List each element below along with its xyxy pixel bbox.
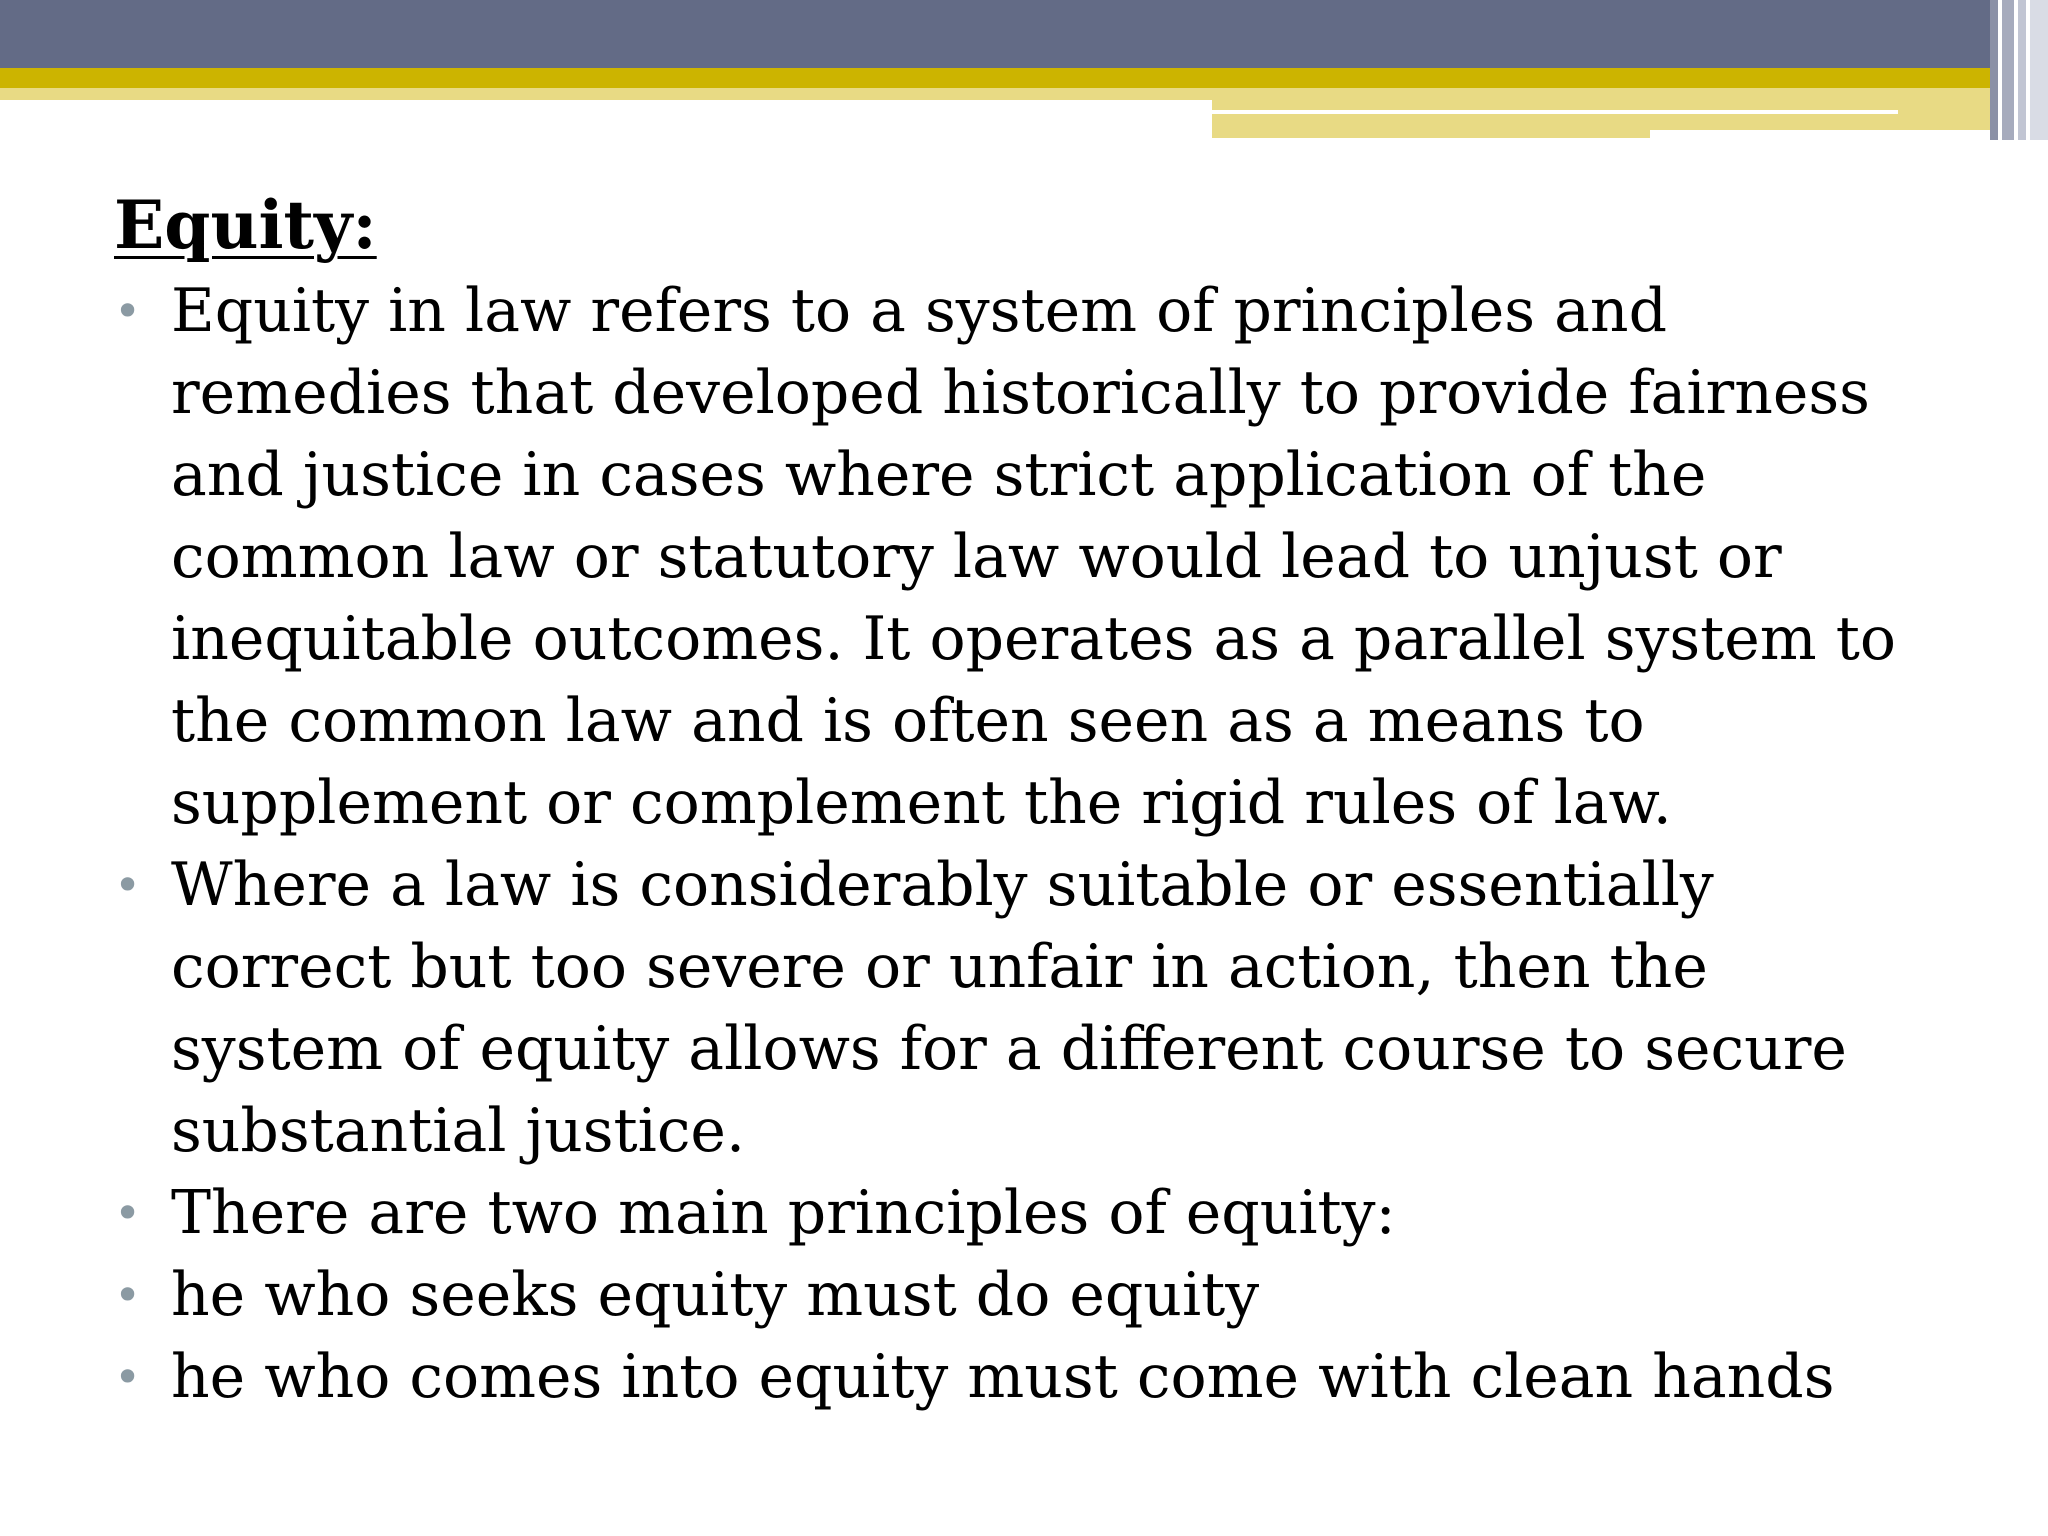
header-band-pale-left [0, 88, 1212, 100]
bullet-item [114, 1336, 1934, 1418]
bullet-icon: • [114, 284, 142, 338]
bullet-item [114, 270, 1934, 844]
bullet-icon: • [114, 858, 142, 912]
bullet-text: he who seeks equity must do equity [171, 1260, 1260, 1330]
bullet-text: he who comes into equity must come with clean hands [171, 1342, 1835, 1412]
header-band-slate [0, 0, 1990, 68]
slide-title: Equity: [114, 186, 377, 264]
edge-stripe [2002, 0, 2014, 140]
bullet-text: Equity in law refers to a system of principles and remedies that developed historically to provide fairness and justice in cases where strict application of the common law or statutory law would lead to unjust or inequitable outcomes. It operates as a parallel system to the common law and is often seen as a means to supplement or complement the rigid rules of law. [171, 276, 1896, 838]
header-band-gold [0, 68, 1990, 88]
edge-stripe [2030, 0, 2048, 140]
bullet-text: Where a law is considerably suitable or essentially correct but too severe or unfair in action, then the system of equity allows for a different course to secure substantial justice. [171, 850, 1847, 1166]
edge-stripe [2018, 0, 2026, 140]
bullet-icon: • [114, 1350, 142, 1404]
edge-stripe [1990, 0, 1998, 140]
bullet-item [114, 1172, 1934, 1254]
bullet-icon: • [114, 1268, 142, 1322]
bullet-icon: • [114, 1186, 142, 1240]
bullet-list [114, 270, 1934, 1418]
bullet-text: There are two main principles of equity: [171, 1178, 1396, 1248]
bullet-item [114, 844, 1934, 1172]
header-accent-line [1650, 130, 1990, 138]
slide-content [114, 184, 1934, 1418]
header-accent-line [1212, 110, 1898, 114]
bullet-item [114, 1254, 1934, 1336]
